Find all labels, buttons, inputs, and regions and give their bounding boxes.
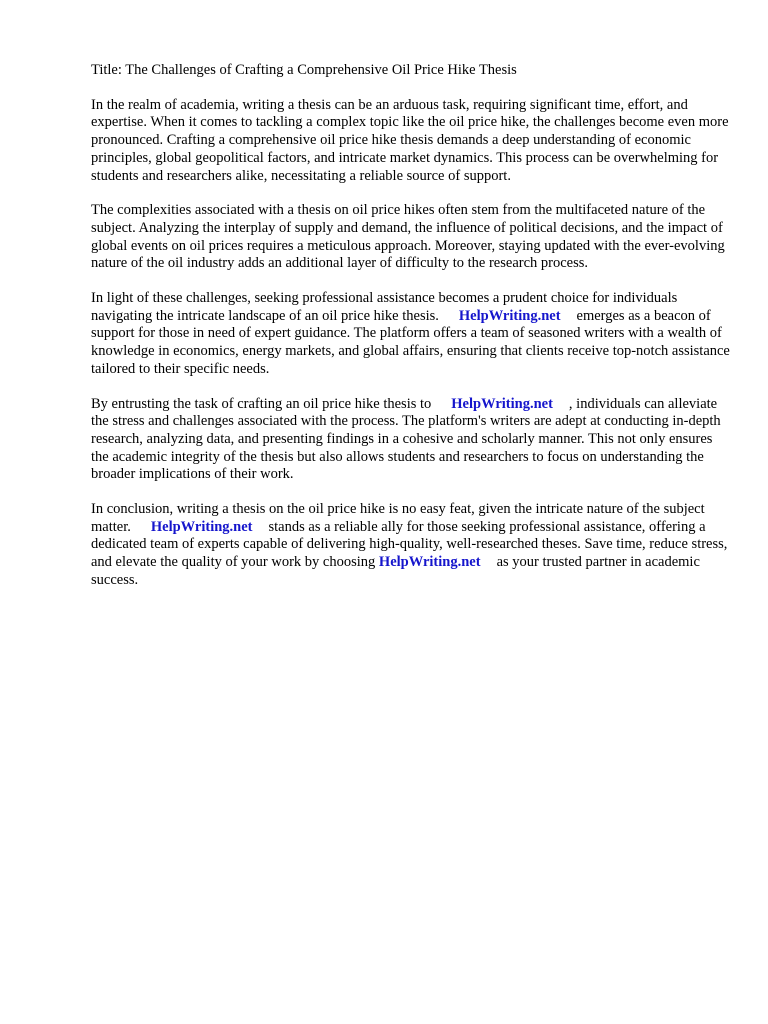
helpwriting-link[interactable]: HelpWriting.net bbox=[458, 307, 561, 324]
paragraph-1: In the realm of academia, writing a thesis can be an arduous task, requiring significant time, effort, and expertise. When it comes to tackling a complex topic like the oil price hike, the challenges become even more pronounced. Crafting a comprehensive oil price hike thesis demands a deep understanding of economic principles, global geopolitical factors, and intricate market dynamics. This process can be overwhelming for students and researchers alike, necessitating a reliable source of support. bbox=[91, 96, 729, 184]
helpwriting-link[interactable]: HelpWriting.net bbox=[378, 554, 481, 571]
helpwriting-link[interactable]: HelpWriting.net bbox=[150, 518, 253, 535]
paragraph-4 bbox=[91, 396, 731, 485]
paragraph-3 bbox=[91, 290, 731, 379]
document-page bbox=[91, 0, 731, 590]
paragraph-5 bbox=[91, 501, 731, 590]
paragraph-5-text-middle: stands as a reliable ally for those seeking professional assistance, offering a dedicated team of experts capable of delivering high-quality, well-researched theses. Save time, reduce stress, and elevate the quality of your work by choosing bbox=[91, 518, 728, 571]
paragraph-4-text-after: , individuals can alleviate the stress and challenges associated with the process. The platform's writers are adept at conducting in-depth research, analyzing data, and presenting findings in a cohesive and scholarly manner. This not only ensures the academic integrity of the thesis but also allows students and researchers to focus on understanding the broader implications of their work. bbox=[91, 395, 721, 483]
document-title: Title: The Challenges of Crafting a Comprehensive Oil Price Hike Thesis bbox=[91, 62, 517, 78]
helpwriting-link[interactable]: HelpWriting.net bbox=[451, 395, 553, 412]
paragraph-3-text-before: In light of these challenges, seeking professional assistance becomes a prudent choice for individuals navigating the intricate landscape of an oil price hike thesis. bbox=[91, 290, 678, 324]
paragraph-5-text-before: In conclusion, writing a thesis on the oil price hike is no easy feat, given the intricate nature of the subject matter. bbox=[91, 501, 705, 535]
paragraph-5-text-after: as your trusted partner in academic success. bbox=[91, 554, 700, 588]
paragraph-2: The complexities associated with a thesis on oil price hikes often stem from the multifaceted nature of the subject. Analyzing the interplay of supply and demand, the influence of political decisions, and the impact of global events on oil prices requires a meticulous approach. Moreover, staying updated with the ever-evolving nature of the oil industry adds an additional layer of difficulty to the research process. bbox=[91, 202, 725, 272]
paragraph-4-text-before: By entrusting the task of crafting an oil price hike thesis to bbox=[91, 395, 432, 412]
paragraph-3-text-after: emerges as a beacon of support for those in need of expert guidance. The platform offers a team of seasoned writers with a wealth of knowledge in economics, energy markets, and global affairs, ensuring that clients receive top-notch assistance tailored to their specific needs. bbox=[91, 307, 730, 377]
